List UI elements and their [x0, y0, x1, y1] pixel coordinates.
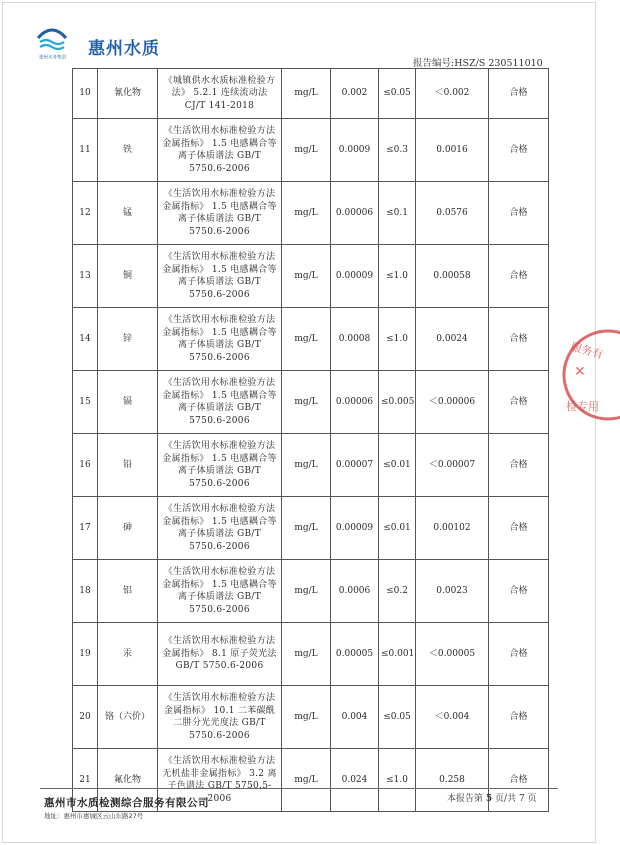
test-result-cell: 0.0024 [416, 308, 489, 371]
test-item-cell: 氟化物 [98, 749, 158, 812]
test-result-cell: 0.00058 [416, 245, 489, 308]
page-prefix: 本报告第 [447, 794, 484, 804]
test-method-cell: 《生活饮用水标准检验方法 金属指标》 1.5 电感耦合等离子体质谱法 GB/T 5750.6-2006 [158, 182, 282, 245]
table-row [73, 686, 549, 749]
row-number-cell: 18 [73, 560, 98, 623]
test-item-cell: 铅 [98, 434, 158, 497]
detection-limit-cell: 0.024 [331, 749, 379, 812]
test-result-cell: 0.00102 [416, 497, 489, 560]
standard-limit-cell: ≤0.005 [379, 371, 416, 434]
test-result-cell: ＜0.00005 [416, 623, 489, 686]
judgement-cell: 合格 [489, 623, 549, 686]
detection-limit-cell: 0.004 [331, 686, 379, 749]
test-item-cell: 汞 [98, 623, 158, 686]
unit-cell: mg/L [282, 119, 331, 182]
test-method-cell: 《生活饮用水标准检验方法 金属指标》 1.5 电感耦合等离子体质谱法 GB/T 5750.6-2006 [158, 560, 282, 623]
test-item-cell: 铝 [98, 560, 158, 623]
test-item-cell: 锌 [98, 308, 158, 371]
standard-limit-cell: ≤1.0 [379, 308, 416, 371]
test-method-cell: 《生活饮用水标准检验方法 金属指标》 1.5 电感耦合等离子体质谱法 GB/T 5750.6-2006 [158, 119, 282, 182]
table-row [73, 497, 549, 560]
test-method-cell: 《城镇供水水质标准检验方法》 5.2.1 连续流动法 CJ/T 141-2018 [158, 69, 282, 119]
svg-text:✕: ✕ [574, 364, 586, 380]
judgement-cell: 合格 [489, 497, 549, 560]
standard-limit-cell: ≤0.3 [379, 119, 416, 182]
judgement-cell: 合格 [489, 371, 549, 434]
test-method-cell: 《生活饮用水标准检验方法 金属指标》 8.1 原子荧光法 GB/T 5750.6-2006 [158, 623, 282, 686]
svg-text:检专用: 检专用 [566, 400, 599, 413]
unit-cell: mg/L [282, 560, 331, 623]
standard-limit-cell: ≤0.001 [379, 623, 416, 686]
footer-address: 地址：惠州市惠城区云山东路27号 [44, 812, 144, 820]
standard-limit-cell: ≤0.05 [379, 69, 416, 119]
test-result-cell: ＜0.002 [416, 69, 489, 119]
test-item-cell: 铬（六价） [98, 686, 158, 749]
standard-limit-cell: ≤0.05 [379, 686, 416, 749]
page-total: 7 [518, 794, 525, 804]
footer-divider [40, 788, 558, 789]
standard-limit-cell: ≤0.1 [379, 182, 416, 245]
row-number-cell: 10 [73, 69, 98, 119]
detection-limit-cell: 0.0009 [331, 119, 379, 182]
table-row [73, 308, 549, 371]
test-item-cell: 砷 [98, 497, 158, 560]
test-method-cell: 《生活饮用水标准检验方法 金属指标》 1.5 电感耦合等离子体质谱法 GB/T 5750.6-2006 [158, 497, 282, 560]
detection-limit-cell: 0.00007 [331, 434, 379, 497]
unit-cell: mg/L [282, 686, 331, 749]
table-row [73, 434, 549, 497]
judgement-cell: 合格 [489, 245, 549, 308]
test-method-cell: 《生活饮用水标准检验方法 金属指标》 1.5 电感耦合等离子体质谱法 GB/T 5750.6-2006 [158, 308, 282, 371]
table-row [73, 245, 549, 308]
test-method-cell: 《生活饮用水标准检验方法 金属指标》 1.5 电感耦合等离子体质谱法 GB/T 5750.6-2006 [158, 371, 282, 434]
unit-cell: mg/L [282, 497, 331, 560]
test-method-cell: 《生活饮用水标准检验方法 金属指标》 1.5 电感耦合等离子体质谱法 GB/T 5750.6-2006 [158, 245, 282, 308]
page-middle: 页/共 [495, 794, 517, 804]
row-number-cell: 15 [73, 371, 98, 434]
page-suffix: 页 [527, 794, 537, 804]
detection-limit-cell: 0.00006 [331, 371, 379, 434]
row-number-cell: 14 [73, 308, 98, 371]
svg-text:服务有: 服务有 [569, 340, 605, 362]
table-row [73, 623, 549, 686]
test-result-cell: ＜0.00006 [416, 371, 489, 434]
test-method-cell: 《生活饮用水标准检验方法 金属指标》 1.5 电感耦合等离子体质谱法 GB/T 5750.6-2006 [158, 434, 282, 497]
report-number: 报告编号:HSZ/S 230511010 [413, 58, 543, 69]
row-number-cell: 21 [73, 749, 98, 812]
unit-cell: mg/L [282, 69, 331, 119]
test-result-cell: 0.0023 [416, 560, 489, 623]
unit-cell: mg/L [282, 308, 331, 371]
test-item-cell: 铁 [98, 119, 158, 182]
test-result-cell: 0.0576 [416, 182, 489, 245]
footer-company-name: 惠州市水质检测综合服务有限公司 [44, 797, 209, 809]
table-row [73, 182, 549, 245]
test-method-cell: 《生活饮用水标准检验方法 无机盐非金属指标》 3.2 离子色谱法 GB/T 5750.5-2006 [158, 749, 282, 812]
row-number-cell: 20 [73, 686, 98, 749]
standard-limit-cell: ≤0.01 [379, 434, 416, 497]
judgement-cell: 合格 [489, 686, 549, 749]
standard-limit-cell: ≤0.2 [379, 560, 416, 623]
detection-limit-cell: 0.002 [331, 69, 379, 119]
unit-cell: mg/L [282, 623, 331, 686]
judgement-cell: 合格 [489, 308, 549, 371]
inspection-seal-stamp [560, 310, 605, 440]
test-results-table [72, 68, 549, 812]
judgement-cell: 合格 [489, 119, 549, 182]
row-number-cell: 12 [73, 182, 98, 245]
table-body [73, 69, 549, 812]
test-result-cell: 0.258 [416, 749, 489, 812]
row-number-cell: 11 [73, 119, 98, 182]
judgement-cell: 合格 [489, 560, 549, 623]
unit-cell: mg/L [282, 434, 331, 497]
standard-limit-cell: ≤1.0 [379, 749, 416, 812]
test-item-cell: 镉 [98, 371, 158, 434]
unit-cell: mg/L [282, 371, 331, 434]
unit-cell: mg/L [282, 182, 331, 245]
row-number-cell: 19 [73, 623, 98, 686]
judgement-cell: 合格 [489, 749, 549, 812]
detection-limit-cell: 0.00006 [331, 182, 379, 245]
table-row [73, 119, 549, 182]
standard-limit-cell: ≤1.0 [379, 245, 416, 308]
detection-limit-cell: 0.0008 [331, 308, 379, 371]
test-item-cell: 铜 [98, 245, 158, 308]
unit-cell: mg/L [282, 245, 331, 308]
judgement-cell: 合格 [489, 182, 549, 245]
judgement-cell: 合格 [489, 434, 549, 497]
logo-caption: 惠州水务集团 [38, 54, 66, 61]
detection-limit-cell: 0.00005 [331, 623, 379, 686]
detection-limit-cell: 0.0006 [331, 560, 379, 623]
row-number-cell: 17 [73, 497, 98, 560]
table-row [73, 371, 549, 434]
test-result-cell: 0.0016 [416, 119, 489, 182]
page-indicator [447, 791, 537, 804]
test-result-cell: ＜0.00007 [416, 434, 489, 497]
table-row [73, 69, 549, 119]
test-item-cell: 锰 [98, 182, 158, 245]
detection-limit-cell: 0.00009 [331, 497, 379, 560]
detection-limit-cell: 0.00009 [331, 245, 379, 308]
page-current: 5 [485, 794, 493, 804]
row-number-cell: 13 [73, 245, 98, 308]
test-method-cell: 《生活饮用水标准检验方法 金属指标》 10.1 二苯碳酰二肼分光光度法 GB/T 5750.6-2006 [158, 686, 282, 749]
test-result-cell: ＜0.004 [416, 686, 489, 749]
brand-name: 惠州水质 [88, 39, 160, 59]
row-number-cell: 16 [73, 434, 98, 497]
unit-cell: mg/L [282, 749, 331, 812]
standard-limit-cell: ≤0.01 [379, 497, 416, 560]
judgement-cell: 合格 [489, 69, 549, 119]
table-row [73, 560, 549, 623]
test-item-cell: 氰化物 [98, 69, 158, 119]
